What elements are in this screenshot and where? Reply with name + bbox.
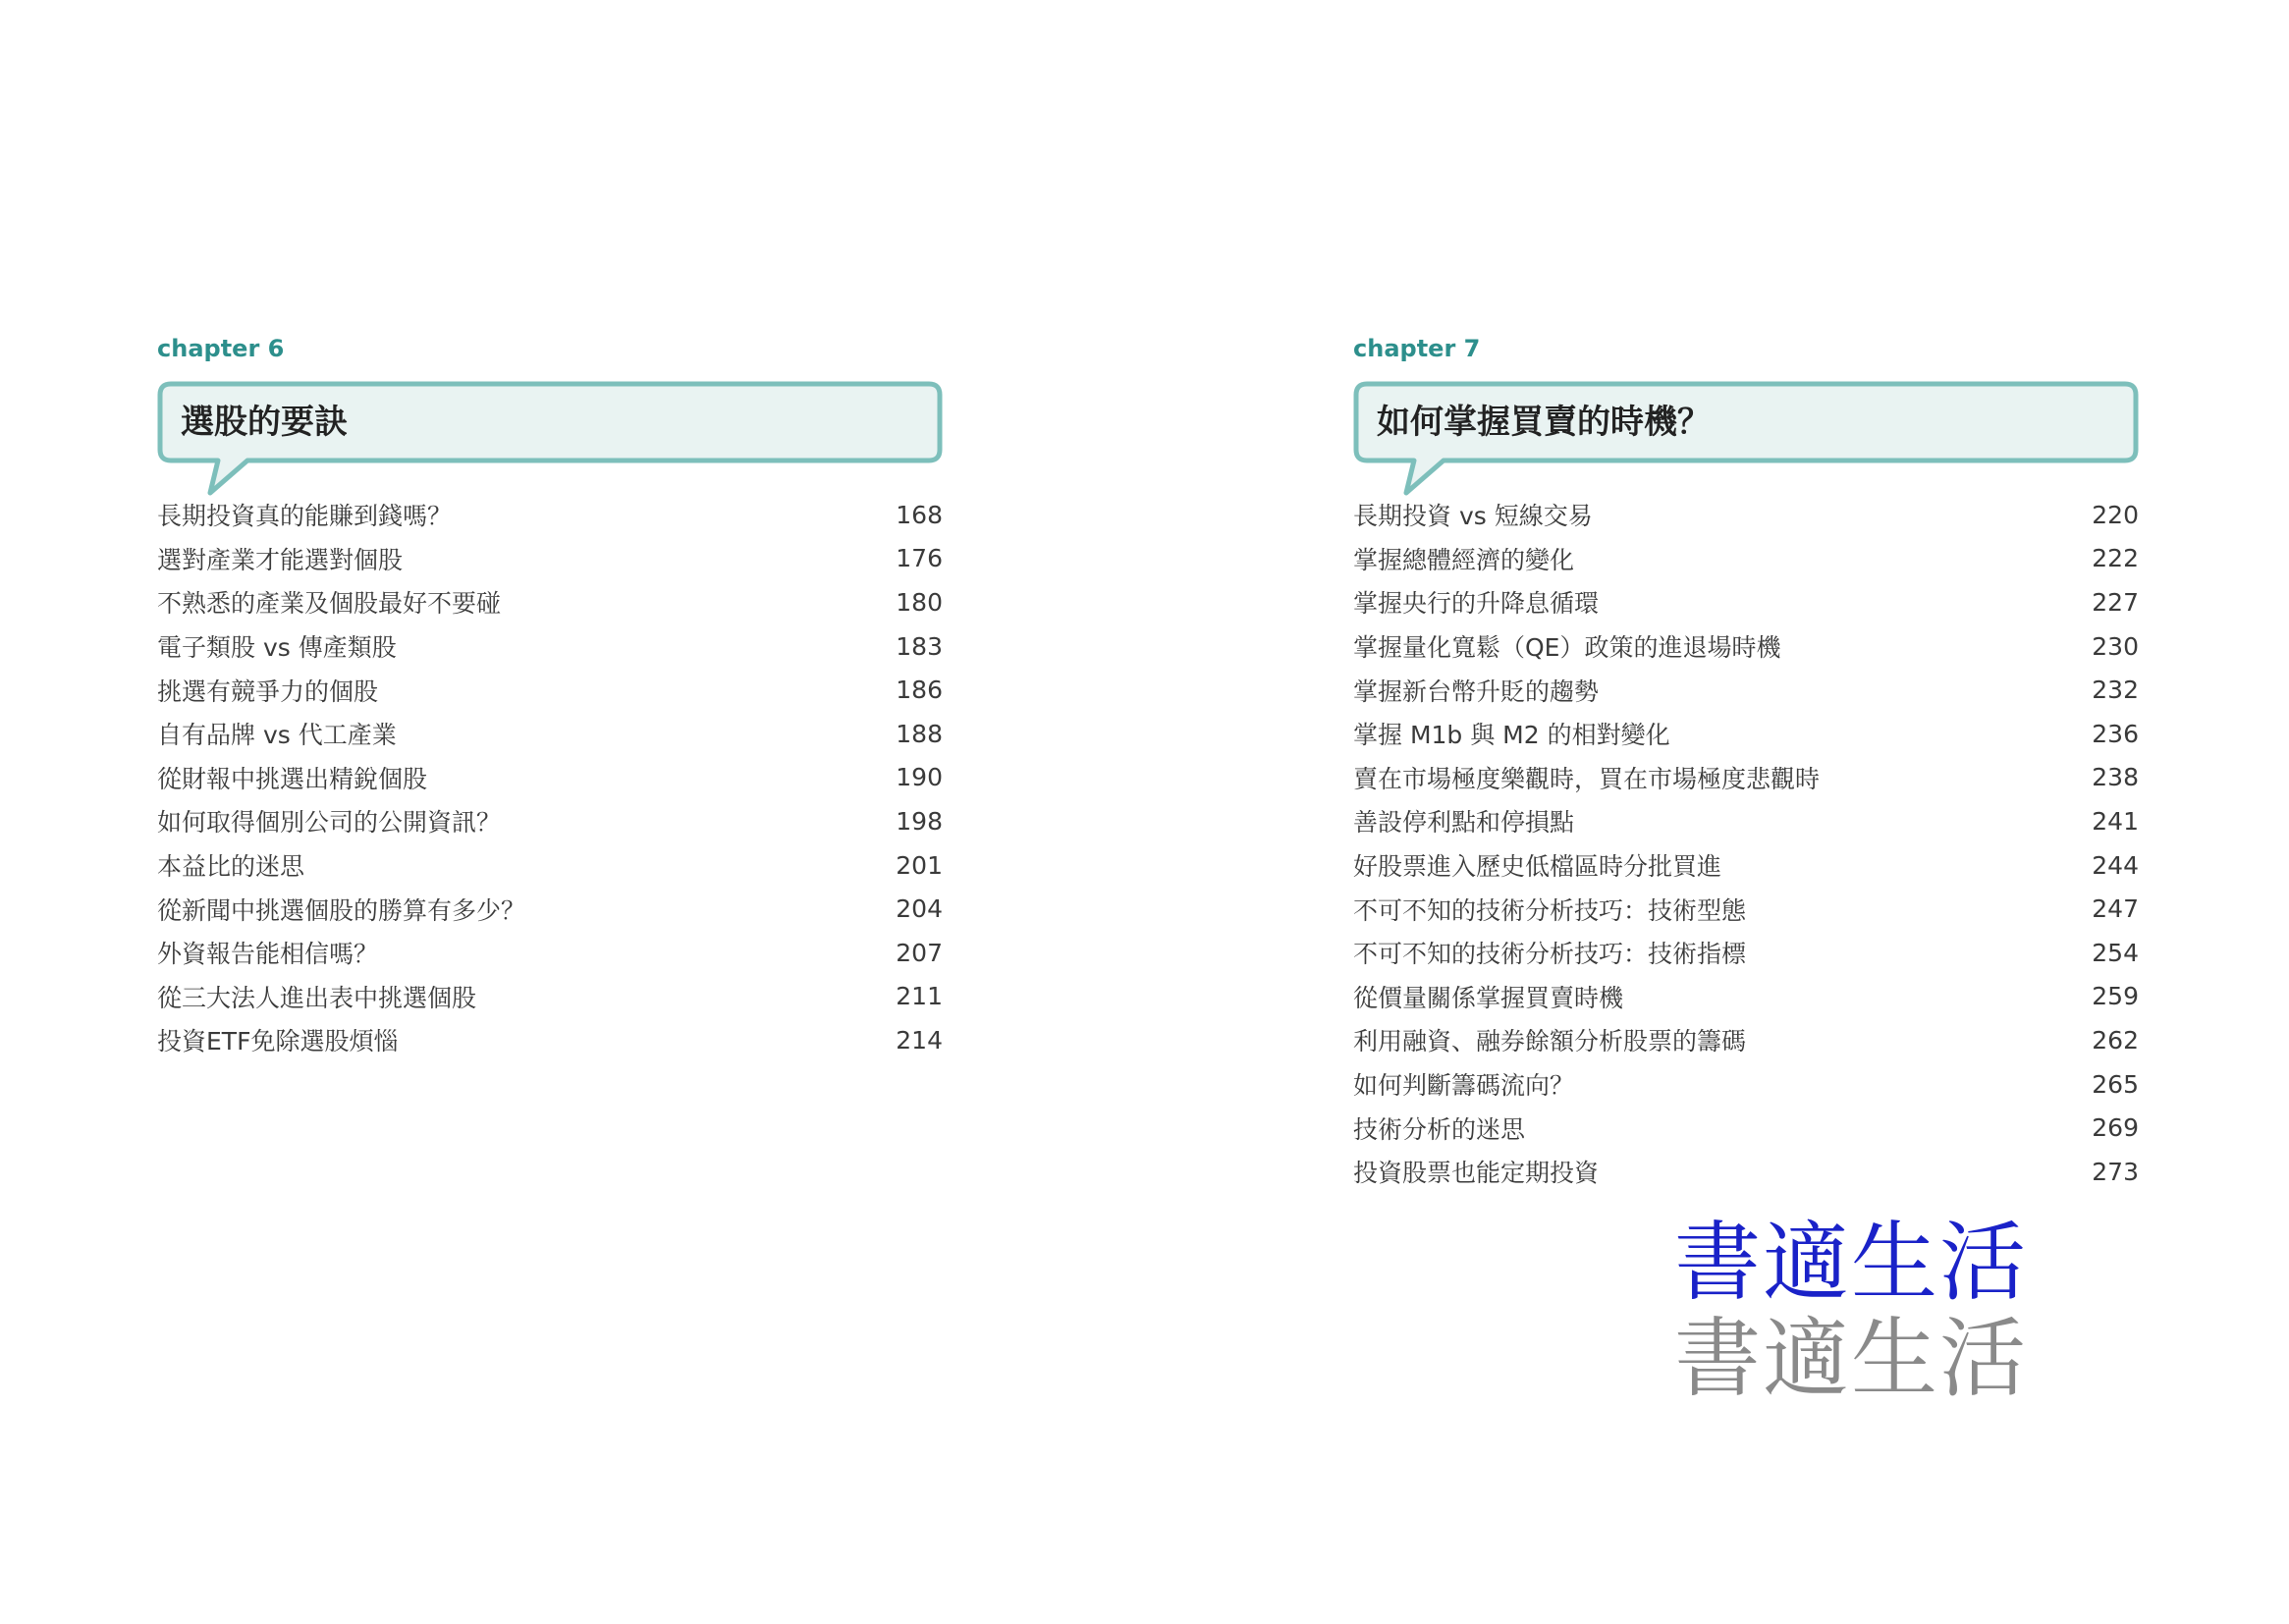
toc-entry-title: 掌握量化寬鬆（QE）政策的進退場時機 bbox=[1353, 633, 1781, 663]
toc-entry-title: 選對產業才能選對個股 bbox=[157, 545, 404, 574]
toc-entry[interactable] bbox=[157, 1018, 943, 1062]
toc-entry-title: 善設停利點和停損點 bbox=[1353, 808, 1575, 838]
toc-entry-title: 投資ETF免除選股煩惱 bbox=[157, 1027, 399, 1056]
toc-entry-page: 262 bbox=[2092, 1025, 2139, 1055]
toc-entry-page: 227 bbox=[2092, 587, 2139, 617]
toc-entry-page: 201 bbox=[896, 850, 943, 880]
toc-entry[interactable] bbox=[1353, 1150, 2139, 1194]
toc-entry-title: 掌握新台幣升貶的趨勢 bbox=[1353, 677, 1600, 706]
toc-entry[interactable] bbox=[1353, 624, 2139, 669]
toc-entry[interactable] bbox=[157, 975, 943, 1019]
toc-entry-title: 不熟悉的產業及個股最好不要碰 bbox=[157, 589, 502, 619]
toc-entry-title: 自有品牌 vs 代工產業 bbox=[157, 721, 397, 750]
toc-entry-page: 180 bbox=[896, 587, 943, 617]
toc-entry-page: 241 bbox=[2092, 806, 2139, 836]
toc-entry-page: 207 bbox=[896, 938, 943, 967]
toc-entry[interactable] bbox=[157, 843, 943, 888]
toc-entry-title: 技術分析的迷思 bbox=[1353, 1114, 1526, 1144]
toc-entry[interactable] bbox=[157, 624, 943, 669]
toc-entry-page: 190 bbox=[896, 763, 943, 792]
toc-entry-title: 不可不知的技術分析技巧：技術型態 bbox=[1353, 895, 1747, 925]
toc-entry[interactable] bbox=[157, 580, 943, 624]
toc-entry-title: 長期投資 vs 短線交易 bbox=[1353, 502, 1593, 531]
chapter-title: 如何掌握買賣的時機？ bbox=[1377, 403, 1711, 442]
toc-entry[interactable] bbox=[1353, 1018, 2139, 1062]
toc-entry-page: 188 bbox=[896, 719, 943, 748]
chapter-label: chapter 7 bbox=[1353, 335, 1481, 362]
toc-entry-page: 220 bbox=[2092, 500, 2139, 529]
toc-entry[interactable] bbox=[1353, 668, 2139, 712]
toc-entry[interactable] bbox=[1353, 843, 2139, 888]
toc-entry-title: 從三大法人進出表中挑選個股 bbox=[157, 983, 477, 1012]
toc-entry[interactable] bbox=[157, 799, 943, 843]
toc-list bbox=[157, 493, 943, 1062]
toc-entry[interactable] bbox=[1353, 493, 2139, 537]
toc-entry[interactable] bbox=[1353, 537, 2139, 581]
toc-entry[interactable] bbox=[1353, 887, 2139, 931]
toc-entry[interactable] bbox=[157, 756, 943, 800]
toc-entry[interactable] bbox=[157, 712, 943, 756]
toc-entry-title: 從價量關係掌握買賣時機 bbox=[1353, 983, 1624, 1012]
watermark-text-blue: 書適生活 bbox=[1674, 1212, 2029, 1313]
toc-entry[interactable] bbox=[157, 931, 943, 975]
toc-entry-page: 222 bbox=[2092, 544, 2139, 573]
toc-entry-title: 如何取得個別公司的公開資訊？ bbox=[157, 808, 502, 838]
toc-entry-page: 269 bbox=[2092, 1113, 2139, 1143]
toc-entry[interactable] bbox=[157, 537, 943, 581]
toc-entry-page: 265 bbox=[2092, 1069, 2139, 1099]
toc-entry-title: 掌握央行的升降息循環 bbox=[1353, 589, 1600, 619]
toc-entry-page: 211 bbox=[896, 982, 943, 1011]
toc-entry[interactable] bbox=[1353, 580, 2139, 624]
toc-entry-title: 賣在市場極度樂觀時，買在市場極度悲觀時 bbox=[1353, 764, 1821, 793]
toc-entry-page: 186 bbox=[896, 676, 943, 705]
toc-entry-title: 不可不知的技術分析技巧：技術指標 bbox=[1353, 940, 1747, 969]
toc-entry[interactable] bbox=[1353, 1062, 2139, 1107]
watermark-text-gray: 書適生活 bbox=[1674, 1308, 2029, 1409]
toc-entry[interactable] bbox=[1353, 1106, 2139, 1150]
toc-entry-page: 168 bbox=[896, 500, 943, 529]
toc-entry-page: 254 bbox=[2092, 938, 2139, 967]
chapter-title-bubble bbox=[157, 381, 943, 509]
chapter-title-bubble bbox=[1353, 381, 2139, 509]
toc-entry-page: 204 bbox=[896, 894, 943, 924]
toc-entry-page: 198 bbox=[896, 806, 943, 836]
toc-entry-title: 從財報中挑選出精銳個股 bbox=[157, 764, 428, 793]
chapter-label: chapter 6 bbox=[157, 335, 285, 362]
toc-entry-title: 掌握總體經濟的變化 bbox=[1353, 545, 1575, 574]
toc-entry[interactable] bbox=[1353, 799, 2139, 843]
toc-entry[interactable] bbox=[157, 887, 943, 931]
toc-entry-page: 230 bbox=[2092, 631, 2139, 661]
toc-list bbox=[1353, 493, 2139, 1194]
toc-entry[interactable] bbox=[1353, 975, 2139, 1019]
toc-entry-title: 本益比的迷思 bbox=[157, 852, 305, 882]
toc-entry-title: 挑選有競爭力的個股 bbox=[157, 677, 379, 706]
chapter-7-section bbox=[1353, 332, 2139, 1188]
chapter-title: 選股的要訣 bbox=[181, 403, 348, 442]
toc-entry-title: 投資股票也能定期投資 bbox=[1353, 1159, 1600, 1188]
toc-entry-page: 247 bbox=[2092, 894, 2139, 924]
toc-entry-page: 244 bbox=[2092, 850, 2139, 880]
toc-entry[interactable] bbox=[157, 493, 943, 537]
toc-entry[interactable] bbox=[1353, 931, 2139, 975]
toc-entry-title: 電子類股 vs 傳產類股 bbox=[157, 633, 397, 663]
toc-entry[interactable] bbox=[1353, 712, 2139, 756]
toc-entry-title: 如何判斷籌碼流向？ bbox=[1353, 1071, 1575, 1101]
toc-entry-page: 236 bbox=[2092, 719, 2139, 748]
toc-entry-page: 238 bbox=[2092, 763, 2139, 792]
toc-entry[interactable] bbox=[1353, 756, 2139, 800]
toc-entry[interactable] bbox=[157, 668, 943, 712]
toc-entry-title: 掌握 M1b 與 M2 的相對變化 bbox=[1353, 721, 1670, 750]
toc-entry-page: 183 bbox=[896, 631, 943, 661]
toc-entry-page: 259 bbox=[2092, 982, 2139, 1011]
toc-entry-page: 176 bbox=[896, 544, 943, 573]
toc-entry-title: 好股票進入歷史低檔區時分批買進 bbox=[1353, 852, 1722, 882]
toc-entry-page: 273 bbox=[2092, 1157, 2139, 1186]
toc-entry-title: 長期投資真的能賺到錢嗎？ bbox=[157, 502, 453, 531]
toc-entry-page: 214 bbox=[896, 1025, 943, 1055]
toc-entry-title: 從新聞中挑選個股的勝算有多少？ bbox=[157, 895, 526, 925]
toc-entry-page: 232 bbox=[2092, 676, 2139, 705]
toc-entry-title: 外資報告能相信嗎？ bbox=[157, 940, 379, 969]
toc-entry-title: 利用融資、融券餘額分析股票的籌碼 bbox=[1353, 1027, 1747, 1056]
chapter-6-section bbox=[157, 332, 943, 1056]
